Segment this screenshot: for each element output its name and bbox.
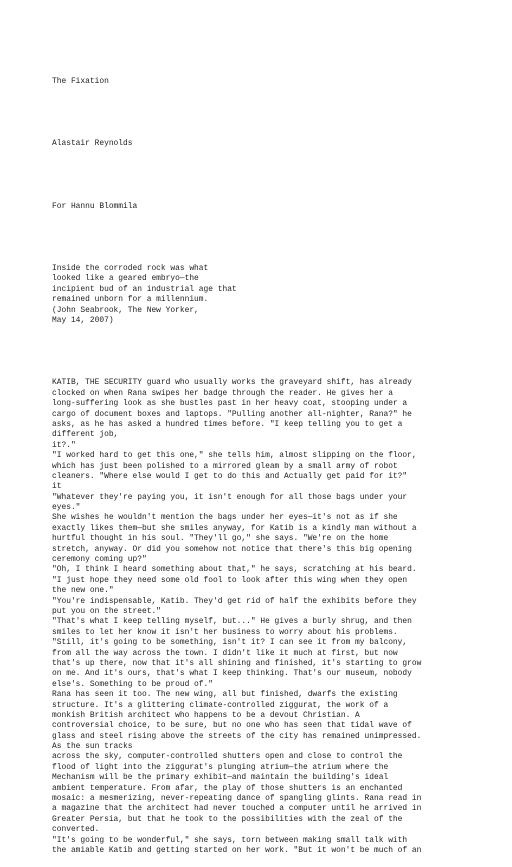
text-line: it — [52, 482, 62, 492]
text-line: the new one." — [52, 586, 114, 596]
text-line: put you on the street." — [52, 606, 161, 616]
epigraph-line: Inside the corroded rock was what — [52, 264, 209, 274]
text-line: exactly likes them—but she smiles anyway, for Katib is a kindly man without a — [52, 523, 417, 533]
text-line: glass and steel rising above the streets of the city has remained unimpressed. — [52, 731, 422, 741]
text-line: cargo of document boxes and laptops. "Pulling another all-nighter, Rana?" he — [52, 409, 412, 419]
text-line: monkish British architect who happens to be a devout Christian. A — [52, 710, 360, 720]
text-line: converted. — [52, 825, 100, 835]
text-line: Rana has seen it too. The new wing, all but finished, dwarfs the existing — [52, 690, 398, 700]
text-line: "I just hope they need some old fool to look after this wing when they open — [52, 575, 408, 585]
text-line: long-suffering look as she bustles past in her heavy coat, stooping under a — [52, 399, 408, 409]
text-line: asks, as he has asked a hundred times before. "I keep telling you to get a — [52, 419, 403, 429]
text-line: "Still, it's going to be something, isn't it? I can see it from my balcony, — [52, 638, 408, 648]
text-line: cleaners. "Where else would I get to do this and Actually get paid for it?" — [52, 471, 408, 481]
dedication: For Hannu Blommila — [52, 201, 138, 211]
author-name: Alastair Reynolds — [52, 139, 133, 149]
text-line: from all the way across the town. I didn't like it much at first, but now — [52, 648, 398, 658]
text-line: else's. Something to be proud of." — [52, 679, 213, 689]
epigraph — [52, 264, 512, 326]
text-line: a magazine that the architect had never touched a computer until he arrived in — [52, 804, 422, 814]
text-line: KATIB, THE SECURITY guard who usually works the graveyard shift, has already — [52, 378, 412, 388]
epigraph-line: May 14, 2007) — [52, 315, 114, 325]
text-line: different job, — [52, 430, 119, 440]
text-line: across the sky, computer-controlled shutters open and close to control the — [52, 752, 403, 762]
text-line: Greater Persia, but that he took to the possibilities with the zeal of the — [52, 814, 403, 824]
text-line: it?." — [52, 440, 76, 450]
epigraph-line: (John Seabrook, The New Yorker, — [52, 305, 199, 315]
text-line: flood of light into the ziggurat's plunging atrium—the atrium where the — [52, 762, 389, 772]
text-line: controversial choice, to be sure, but no one who has seen that tidal wave of — [52, 721, 412, 731]
text-line: stretch, anyway. Or did you somehow not notice that there's this big opening — [52, 544, 412, 554]
text-line: ambient temperature. From afar, the play of those shutters is an enchanted — [52, 783, 403, 793]
text-line: structure. It's a glittering climate-controlled ziggurat, the work of a — [52, 700, 389, 710]
text-line: "Whatever they're paying you, it isn't enough for all those bags under your — [52, 492, 408, 502]
text-line: "Oh, I think I heard something about that," he says, scratching at his beard. — [52, 565, 417, 575]
text-line: smiles to let her know it isn't her business to worry about his problems. — [52, 627, 398, 637]
text-line: on me. And it's ours, that's what I keep thinking. That's our museum, nobody — [52, 669, 412, 679]
text-line: ceremony coming up?" — [52, 555, 147, 565]
text-line: "It's going to be wonderful," she says, torn between making small talk with — [52, 835, 408, 845]
text-line: that's up there, now that it's all shining and finished, it's starting to grow — [52, 658, 422, 668]
document-title: The Fixation — [52, 76, 109, 86]
text-line: Mechanism will be the primary exhibit—and maintain the building's ideal — [52, 773, 389, 783]
text-line: "You're indispensable, Katib. They'd get rid of half the exhibits before they — [52, 596, 417, 606]
text-line: "I worked hard to get this one," she tells him, almost slipping on the floor, — [52, 451, 417, 461]
text-line: As the sun tracks — [52, 742, 133, 752]
text-line: eyes." — [52, 503, 81, 513]
text-line: hurtful thought in his soul. "They'll go," she says. "We're on the home — [52, 534, 389, 544]
text-line: the amiable Katib and getting started on her work. "But it won't be much of an — [52, 845, 422, 855]
text-line: which has just been polished to a mirrored gleam by a small army of robot — [52, 461, 398, 471]
epigraph-line: remained unborn for a millennium. — [52, 295, 209, 305]
story-body — [52, 378, 512, 856]
text-line: mosaic: a mesmerizing, never-repeating dance of spangling glints. Rana read in — [52, 794, 422, 804]
epigraph-line: incipient bud of an industrial age that — [52, 284, 237, 294]
document-page — [52, 56, 512, 867]
text-line: "That's what I keep telling myself, but..." He gives a burly shrug, and then — [52, 617, 412, 627]
text-line: She wishes he wouldn't mention the bags under her eyes—it's not as if she — [52, 513, 398, 523]
epigraph-line: looked like a geared embryo—the — [52, 274, 199, 284]
text-line: clocked on when Rana swipes her badge through the reader. He gives her a — [52, 388, 393, 398]
